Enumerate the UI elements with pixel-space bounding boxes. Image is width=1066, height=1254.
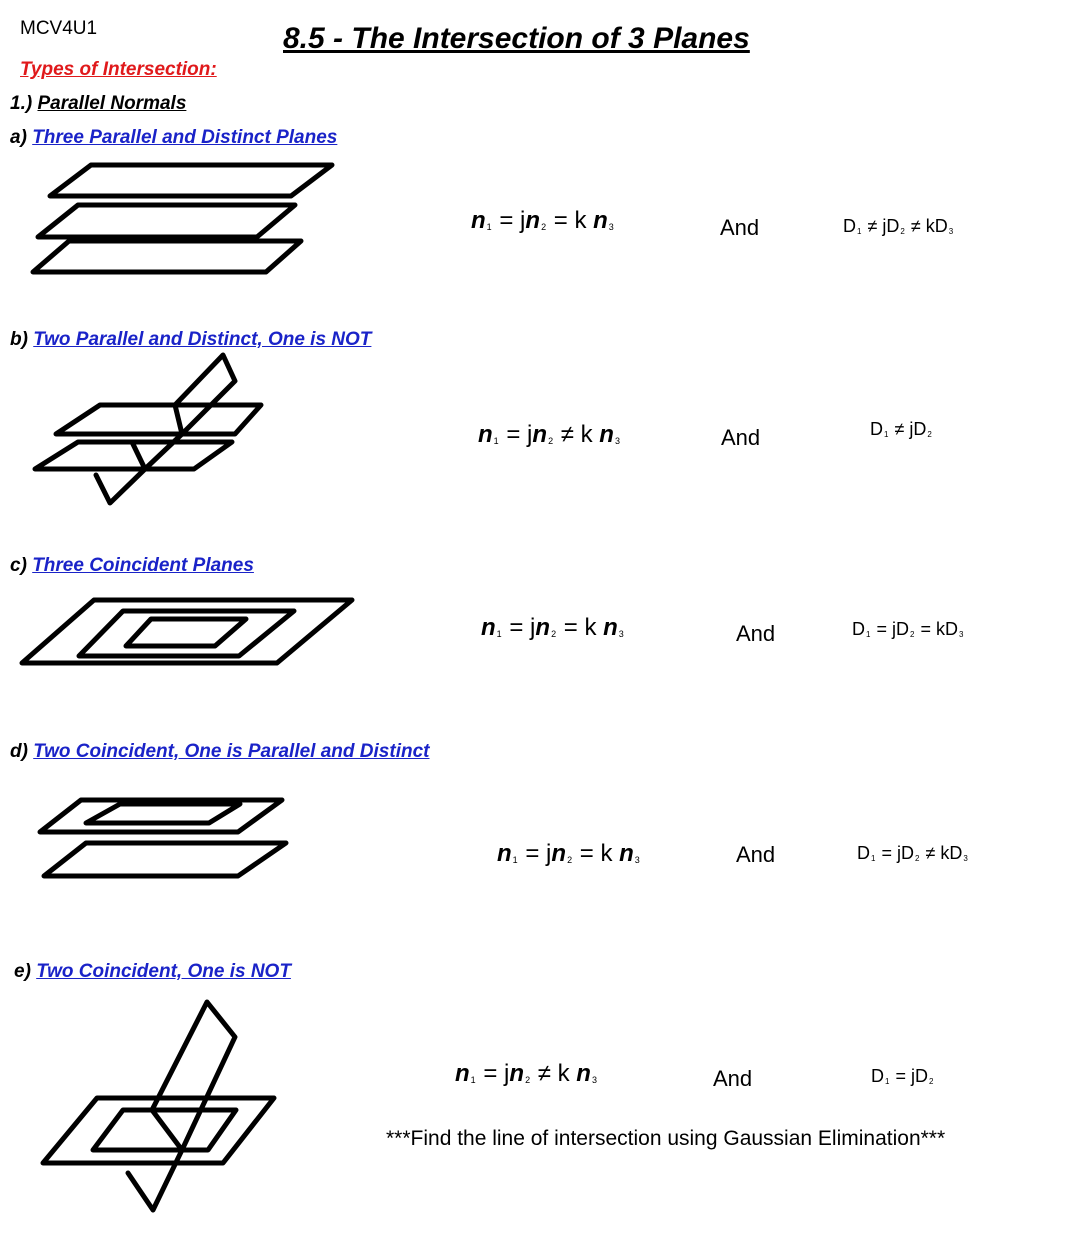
types-heading: Types of Intersection: xyxy=(20,59,217,80)
case-e-heading: e) Two Coincident, One is NOT xyxy=(14,961,291,982)
page-title: 8.5 - The Intersection of 3 Planes xyxy=(283,22,750,55)
section-number: 1.) xyxy=(10,93,33,114)
crossing-plane-edge xyxy=(132,442,145,469)
case-d-normals-equation: $n_1 = jn_2 = k$ $n_3$ xyxy=(497,840,640,867)
plane-parallelogram xyxy=(33,241,301,272)
case-e-diagram xyxy=(43,1002,274,1210)
case-e-and: And xyxy=(713,1066,753,1091)
case-d-and: And xyxy=(736,842,776,867)
plane-parallelogram xyxy=(126,619,246,646)
case-b-constants-condition: $D_1 \ne jD_2$ xyxy=(870,419,932,439)
case-e-constants-condition: $D_1 = jD_2$ xyxy=(871,1066,934,1086)
plane-parallelogram xyxy=(86,804,240,823)
case-a-diagram xyxy=(33,165,332,272)
case-a-normals-equation: $n_1 = jn_2 = k$ $n_3$ xyxy=(471,207,614,234)
course-code: MCV4U1 xyxy=(20,18,98,39)
case-c-normals-equation: $n_1 = jn_2 = k$ $n_3$ xyxy=(481,614,624,641)
case-b-and: And xyxy=(721,425,761,450)
section-label: Parallel Normals xyxy=(37,93,187,114)
plane-parallelogram xyxy=(50,165,332,196)
case-b-heading: b) Two Parallel and Distinct, One is NOT xyxy=(10,329,372,350)
case-d-constants-condition: $D_1 = jD_2 \ne kD_3$ xyxy=(857,843,968,863)
crossing-plane-edge xyxy=(128,1002,235,1210)
case-c-constants-condition: $D_1 = jD_2 = kD_3$ xyxy=(852,619,964,639)
case-c-heading: c) Three Coincident Planes xyxy=(10,555,254,576)
case-a-and: And xyxy=(720,215,760,240)
case-d-diagram xyxy=(40,800,286,876)
plane-parallelogram xyxy=(44,843,286,876)
gaussian-elimination-note: ***Find the line of intersection using Gaussian Elimination*** xyxy=(386,1127,946,1150)
case-b-normals-equation: $n_1 = jn_2 \ne k$ $n_3$ xyxy=(478,421,620,448)
case-d-heading: d) Two Coincident, One is Parallel and Distinct xyxy=(10,741,430,762)
crossing-plane-edge xyxy=(175,405,182,434)
crossing-plane-edge xyxy=(152,1110,182,1150)
crossing-plane-edge xyxy=(96,355,235,503)
case-e-normals-equation: $n_1 = jn_2 \ne k$ $n_3$ xyxy=(455,1060,597,1087)
plane-parallelogram xyxy=(56,405,261,434)
case-a-heading: a) Three Parallel and Distinct Planes xyxy=(10,127,338,148)
case-c-and: And xyxy=(736,621,776,646)
case-a-constants-condition: $D_1 \ne jD_2 \ne kD_3$ xyxy=(843,216,954,236)
case-c-diagram xyxy=(22,600,352,663)
case-b-diagram xyxy=(35,355,261,503)
plane-parallelogram xyxy=(38,205,295,237)
